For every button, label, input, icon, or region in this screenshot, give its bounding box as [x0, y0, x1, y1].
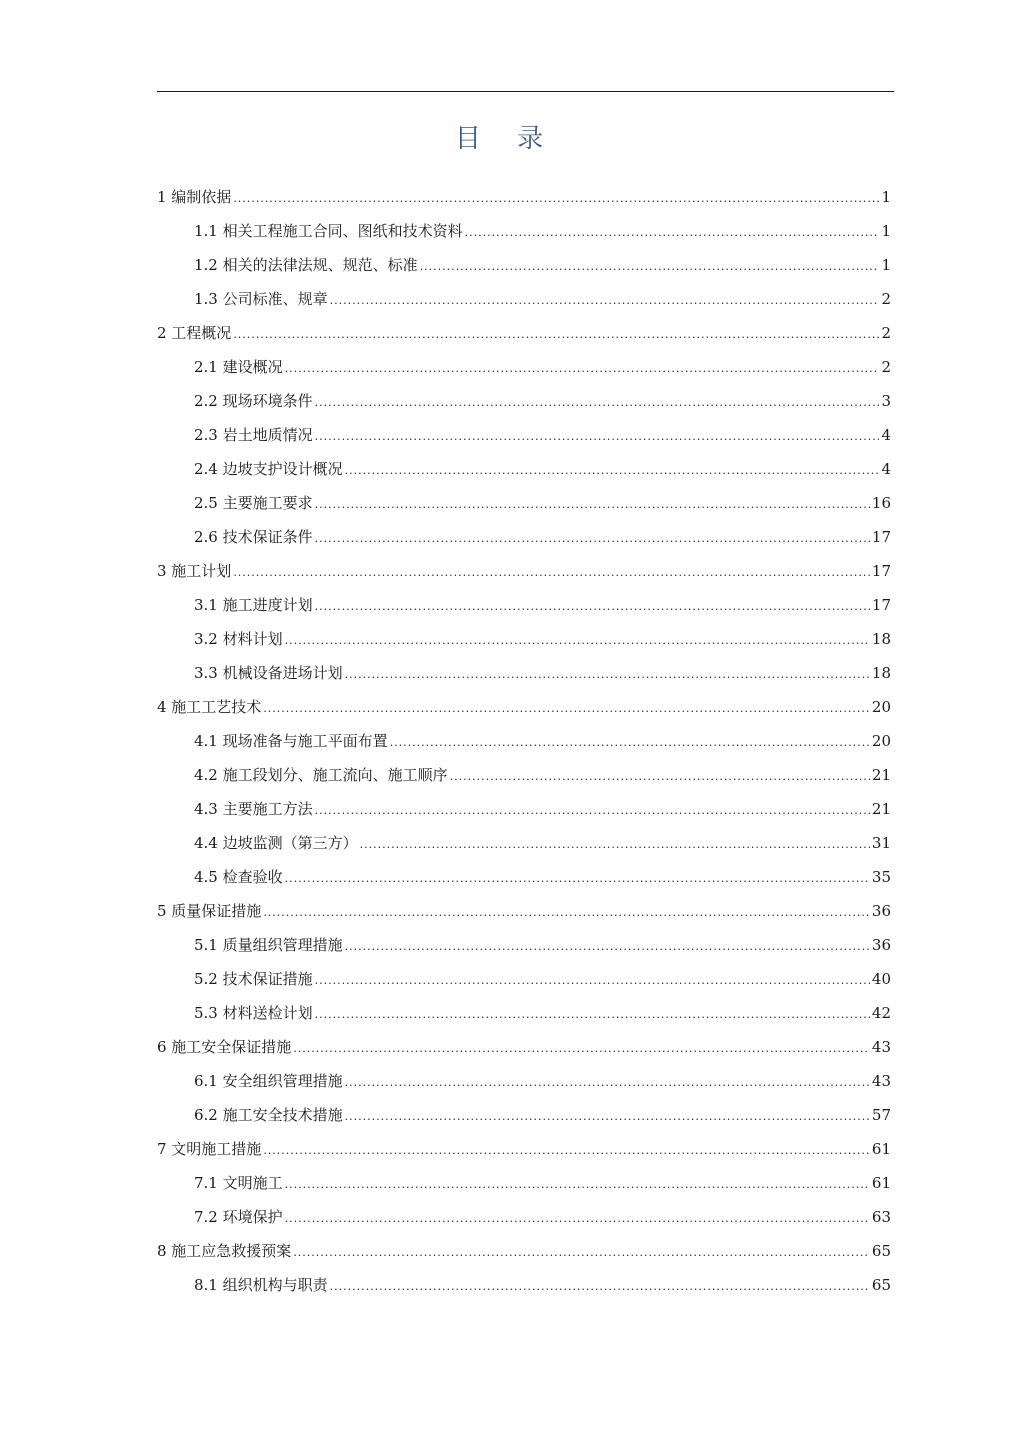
toc-entry-label: 2.2 现场环境条件 [194, 392, 313, 410]
toc-entry-section[interactable] [157, 418, 891, 452]
toc-entry-label: 7.2 环境保护 [194, 1208, 283, 1226]
toc-entry-page-number: 42 [871, 1004, 891, 1022]
toc-entry-label: 3.1 施工进度计划 [194, 596, 313, 614]
toc-entry-page-number: 1 [881, 222, 891, 240]
toc-entry-section[interactable] [157, 622, 891, 656]
toc-dot-leader [420, 250, 880, 284]
toc-entry-page-number: 2 [881, 290, 891, 308]
toc-entry-label: 7 文明施工措施 [157, 1140, 262, 1158]
page-title: 目 录 [454, 124, 558, 154]
toc-entry-page-number: 65 [871, 1276, 891, 1294]
toc-dot-leader [315, 488, 870, 522]
toc-entry-label: 2.5 主要施工要求 [194, 494, 313, 512]
toc-entry-page-number: 36 [871, 902, 891, 920]
toc-entry-label: 4 施工工艺技术 [157, 698, 262, 716]
toc-entry-page-number: 31 [871, 834, 891, 852]
toc-entry-page-number: 17 [871, 562, 891, 580]
toc-entry-chapter[interactable] [157, 316, 891, 350]
toc-entry-chapter[interactable] [157, 554, 891, 588]
toc-entry-label: 4.4 边坡监测（第三方） [194, 834, 358, 852]
toc-entry-label: 7.1 文明施工 [194, 1174, 283, 1192]
toc-entry-page-number: 57 [871, 1106, 891, 1124]
toc-dot-leader [263, 1134, 870, 1168]
toc-entry-section[interactable] [157, 452, 891, 486]
toc-entry-label: 2 工程概况 [157, 324, 232, 342]
toc-entry-chapter[interactable] [157, 894, 891, 928]
toc-entry-label: 4.3 主要施工方法 [194, 800, 313, 818]
toc-entry-label: 4.2 施工段划分、施工流向、施工顺序 [194, 766, 448, 784]
toc-dot-leader [285, 352, 880, 386]
toc-dot-leader [345, 454, 880, 488]
toc-entry-page-number: 2 [881, 324, 891, 342]
toc-entry-page-number: 61 [871, 1140, 891, 1158]
toc-entry-label: 1.2 相关的法律法规、规范、标准 [194, 256, 418, 274]
toc-entry-page-number: 21 [871, 800, 891, 818]
toc-dot-leader [330, 1270, 870, 1304]
toc-entry-page-number: 20 [871, 698, 891, 716]
toc-entry-section[interactable] [157, 860, 891, 894]
toc-dot-leader [263, 896, 870, 930]
toc-dot-leader [263, 692, 870, 726]
toc-entry-page-number: 43 [871, 1072, 891, 1090]
toc-dot-leader [345, 1066, 870, 1100]
toc-dot-leader [360, 828, 870, 862]
header-rule [157, 91, 894, 92]
toc-entry-section[interactable] [157, 792, 891, 826]
toc-entry-chapter[interactable] [157, 180, 891, 214]
toc-entry-page-number: 1 [881, 256, 891, 274]
table-of-contents [157, 180, 891, 1302]
toc-dot-leader [450, 760, 870, 794]
toc-entry-label: 5 质量保证措施 [157, 902, 262, 920]
toc-entry-label: 5.3 材料送检计划 [194, 1004, 313, 1022]
toc-entry-section[interactable] [157, 928, 891, 962]
toc-dot-leader [315, 590, 870, 624]
toc-entry-page-number: 3 [881, 392, 891, 410]
toc-entry-page-number: 18 [871, 664, 891, 682]
toc-entry-label: 2.4 边坡支护设计概况 [194, 460, 343, 478]
toc-dot-leader [330, 284, 880, 318]
toc-entry-section[interactable] [157, 214, 891, 248]
toc-entry-page-number: 63 [871, 1208, 891, 1226]
toc-dot-leader [315, 420, 880, 454]
toc-entry-section[interactable] [157, 826, 891, 860]
toc-entry-section[interactable] [157, 1166, 891, 1200]
toc-entry-page-number: 4 [881, 426, 891, 444]
toc-dot-leader [293, 1032, 870, 1066]
toc-dot-leader [233, 556, 870, 590]
toc-entry-section[interactable] [157, 1268, 891, 1302]
toc-dot-leader [315, 998, 870, 1032]
toc-dot-leader [345, 658, 870, 692]
toc-entry-label: 2.3 岩土地质情况 [194, 426, 313, 444]
toc-entry-page-number: 20 [871, 732, 891, 750]
toc-entry-label: 1 编制依据 [157, 188, 232, 206]
toc-dot-leader [285, 1202, 870, 1236]
toc-entry-page-number: 65 [871, 1242, 891, 1260]
toc-entry-label: 5.2 技术保证措施 [194, 970, 313, 988]
toc-dot-leader [315, 964, 870, 998]
toc-entry-page-number: 61 [871, 1174, 891, 1192]
toc-dot-leader [345, 1100, 870, 1134]
toc-entry-section[interactable] [157, 588, 891, 622]
toc-entry-section[interactable] [157, 1064, 891, 1098]
toc-entry-page-number: 17 [871, 528, 891, 546]
toc-dot-leader [465, 216, 880, 250]
toc-dot-leader [390, 726, 870, 760]
toc-entry-page-number: 17 [871, 596, 891, 614]
toc-entry-section[interactable] [157, 282, 891, 316]
toc-entry-label: 4.1 现场准备与施工平面布置 [194, 732, 388, 750]
toc-entry-section[interactable] [157, 384, 891, 418]
toc-entry-label: 8 施工应急救援预案 [157, 1242, 292, 1260]
toc-dot-leader [233, 318, 879, 352]
toc-entry-page-number: 36 [871, 936, 891, 954]
toc-entry-page-number: 4 [881, 460, 891, 478]
toc-entry-section[interactable] [157, 1098, 891, 1132]
toc-dot-leader [315, 794, 870, 828]
toc-dot-leader [285, 1168, 870, 1202]
toc-entry-label: 1.3 公司标准、规章 [194, 290, 328, 308]
toc-dot-leader [345, 930, 870, 964]
toc-entry-section[interactable] [157, 486, 891, 520]
toc-entry-section[interactable] [157, 996, 891, 1030]
toc-entry-page-number: 43 [871, 1038, 891, 1056]
toc-dot-leader [315, 386, 880, 420]
toc-entry-label: 2.1 建设概况 [194, 358, 283, 376]
toc-entry-label: 8.1 组织机构与职责 [194, 1276, 328, 1294]
toc-entry-label: 3.3 机械设备进场计划 [194, 664, 343, 682]
toc-entry-chapter[interactable] [157, 1234, 891, 1268]
toc-entry-label: 6.1 安全组织管理措施 [194, 1072, 343, 1090]
toc-entry-page-number: 35 [871, 868, 891, 886]
toc-dot-leader [285, 624, 870, 658]
toc-entry-section[interactable] [157, 962, 891, 996]
toc-entry-label: 3.2 材料计划 [194, 630, 283, 648]
toc-entry-label: 5.1 质量组织管理措施 [194, 936, 343, 954]
toc-entry-label: 4.5 检查验收 [194, 868, 283, 886]
toc-dot-leader [233, 182, 879, 216]
toc-entry-label: 6 施工安全保证措施 [157, 1038, 292, 1056]
toc-dot-leader [285, 862, 870, 896]
toc-entry-chapter[interactable] [157, 1030, 891, 1064]
toc-entry-page-number: 16 [871, 494, 891, 512]
toc-entry-label: 1.1 相关工程施工合同、图纸和技术资料 [194, 222, 463, 240]
toc-entry-page-number: 40 [871, 970, 891, 988]
toc-entry-section[interactable] [157, 656, 891, 690]
toc-entry-section[interactable] [157, 724, 891, 758]
toc-dot-leader [315, 522, 870, 556]
toc-entry-label: 2.6 技术保证条件 [194, 528, 313, 546]
toc-entry-page-number: 1 [881, 188, 891, 206]
toc-entry-page-number: 2 [881, 358, 891, 376]
toc-entry-section[interactable] [157, 520, 891, 554]
toc-entry-section[interactable] [157, 758, 891, 792]
toc-entry-section[interactable] [157, 350, 891, 384]
toc-entry-label: 6.2 施工安全技术措施 [194, 1106, 343, 1124]
toc-entry-page-number: 18 [871, 630, 891, 648]
toc-entry-label: 3 施工计划 [157, 562, 232, 580]
toc-entry-chapter[interactable] [157, 690, 891, 724]
toc-dot-leader [293, 1236, 870, 1270]
toc-entry-chapter[interactable] [157, 1132, 891, 1166]
toc-entry-section[interactable] [157, 248, 891, 282]
toc-entry-page-number: 21 [871, 766, 891, 784]
toc-entry-section[interactable] [157, 1200, 891, 1234]
